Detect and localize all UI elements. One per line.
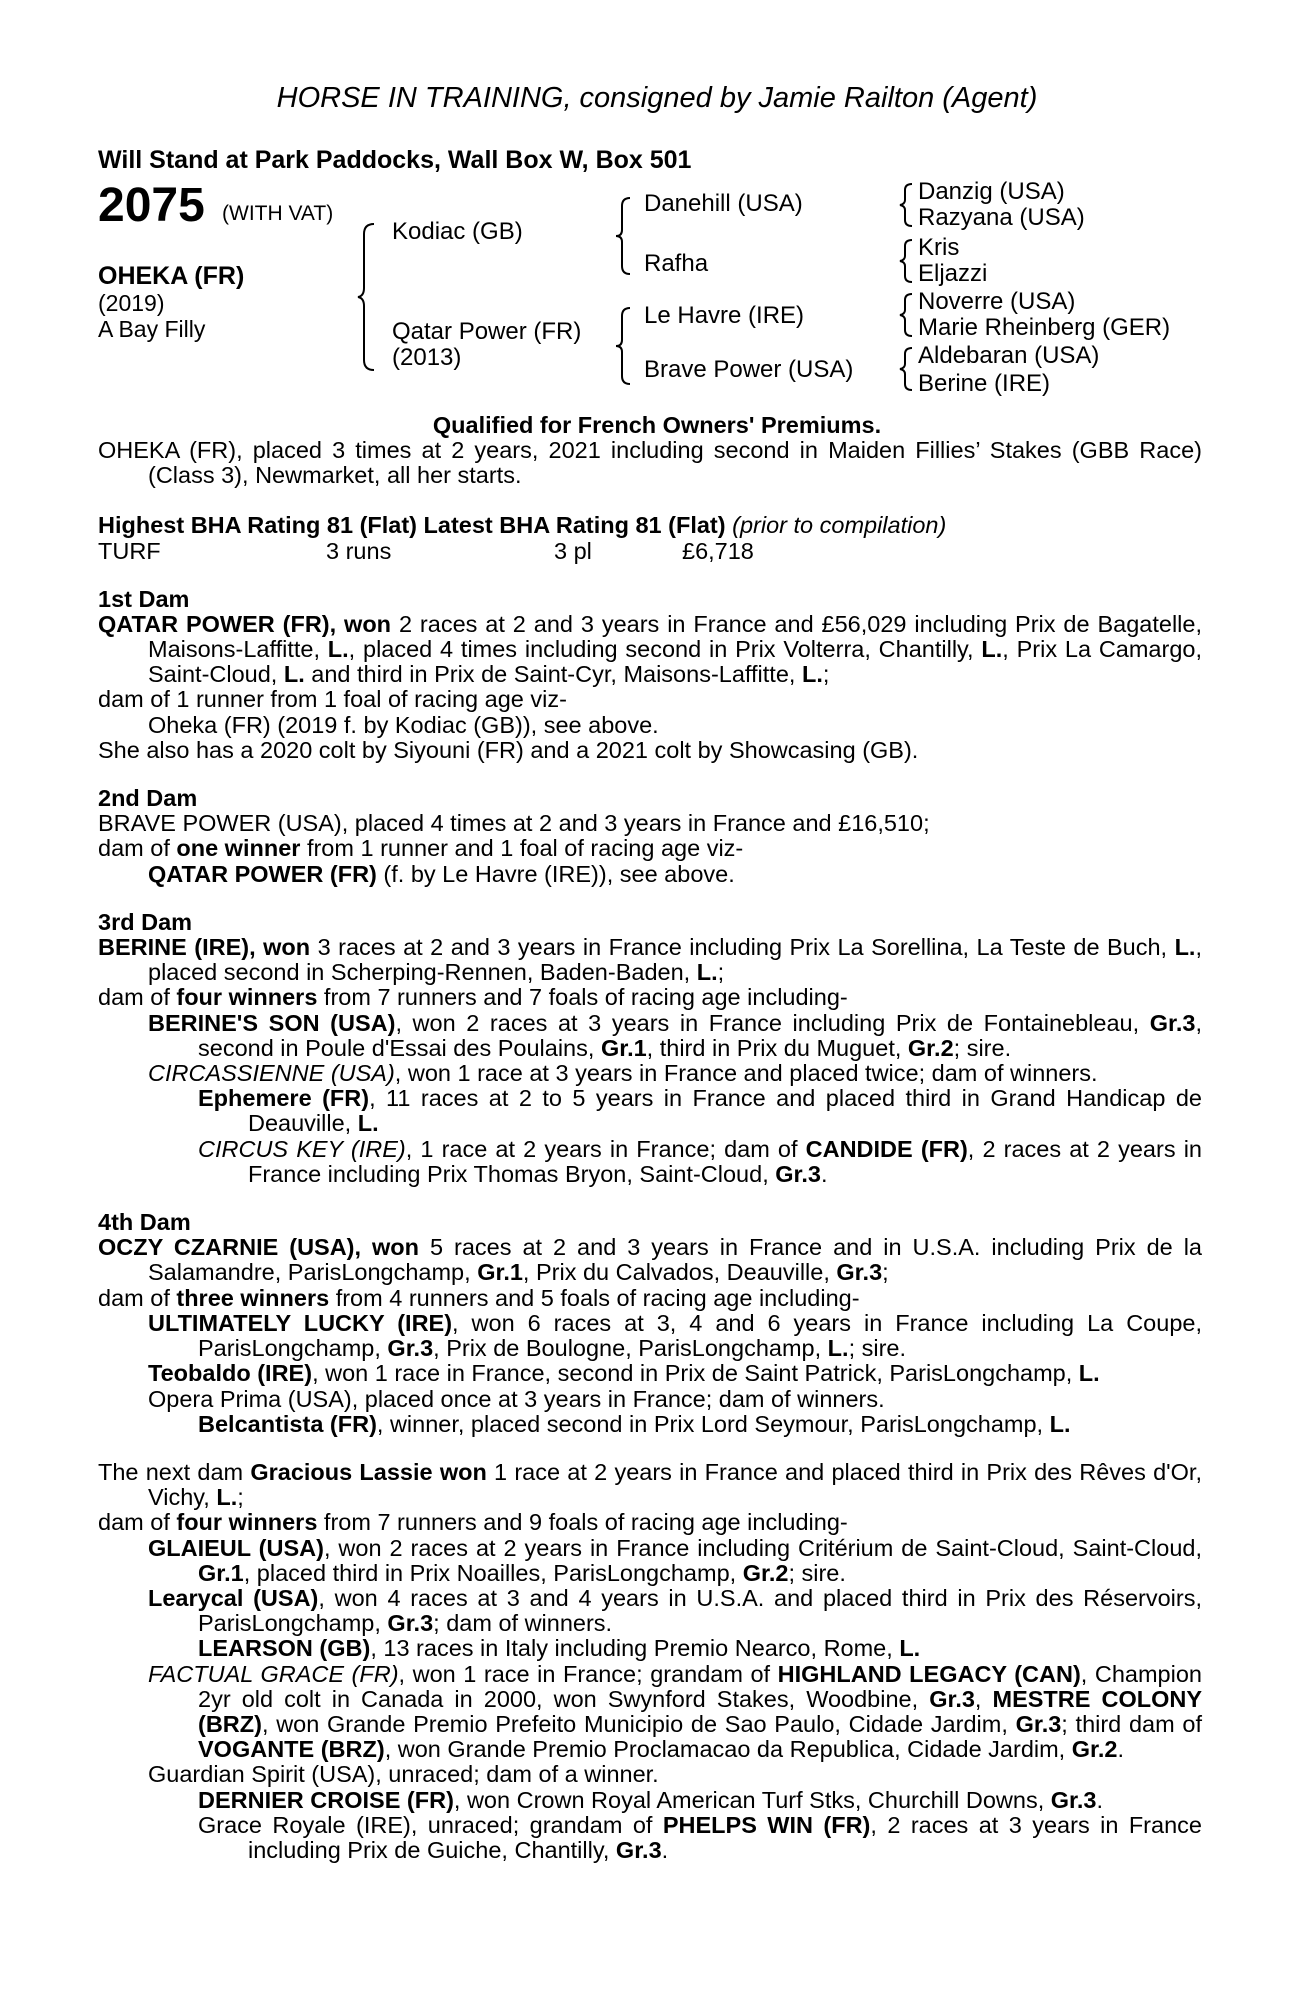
pedigree-brace-sire	[618, 196, 638, 276]
pedigree-sire-dam: Rafha	[644, 250, 709, 277]
horse-year: (2019)	[98, 290, 165, 316]
pedigree-brace-4d	[900, 346, 918, 392]
dam2-damof: dam of one winner from 1 runner and 1 foal of racing age viz-	[98, 835, 744, 862]
next-progeny-3: LEARSON (GB), 13 races in Italy including Premio Nearco, Rome, L.	[198, 1635, 921, 1662]
rating-line	[98, 513, 1202, 538]
pedigree-ddd: Berine (IRE)	[918, 370, 1051, 397]
pedigree-brace-dam	[618, 306, 638, 386]
dam4-record: OCZY CZARNIE (USA), won 5 races at 2 and 3 years in France and in U.S.A. including Prix de la Salamandre, ParisLongchamp, Gr.1, Prix du Calvados, Deauville, Gr.3;	[98, 1234, 1202, 1286]
dam1-damof: dam of 1 runner from 1 foal of racing age viz-	[98, 686, 567, 713]
pedigree-sire: Kodiac (GB)	[392, 218, 523, 245]
turf-line	[98, 539, 1202, 564]
dam4-progeny-4: Belcantista (FR), winner, placed second in Prix Lord Seymour, ParisLongchamp, L.	[198, 1410, 1071, 1437]
dam2-record: BRAVE POWER (USA), placed 4 times at 2 and 3 years in France and £16,510;	[98, 810, 930, 837]
dam4-damof: dam of three winners from 4 runners and 5 foals of racing age including-	[98, 1284, 860, 1311]
pedigree-sdd: Eljazzi	[918, 260, 988, 287]
next-progeny-7: Grace Royale (IRE), unraced; grandam of PHELPS WIN (FR), 2 races at 3 years in France including Prix de Guiche, Chantilly, Gr.3.	[198, 1811, 1202, 1863]
dam3-damof: dam of four winners from 7 runners and 7 foals of racing age including-	[98, 984, 848, 1011]
dam3-progeny-3: Ephemere (FR), 11 races at 2 to 5 years in France and placed third in Grand Handicap de Deauville, L.	[198, 1085, 1203, 1137]
pedigree-dds: Aldebaran (USA)	[918, 342, 1100, 369]
next-progeny-1: GLAIEUL (USA), won 2 races at 2 years in France including Critérium de Saint-Cloud, Saint-Cloud, Gr.1, placed third in Prix Noailles, ParisLongchamp, Gr.2; sire.	[148, 1534, 1202, 1586]
intro-paragraph: OHEKA (FR), placed 3 times at 2 years, 2021 including second in Maiden Fillies’ Stakes (GBB Race) (Class 3), Newmarket, all her starts.	[98, 437, 1202, 489]
pedigree-ssd: Razyana (USA)	[918, 204, 1085, 231]
page-header: HORSE IN TRAINING, consigned by Jamie Railton (Agent)	[276, 82, 1038, 114]
catalogue-body	[98, 438, 1202, 1863]
pedigree-brace-4b	[900, 238, 918, 284]
dam1-progeny: Oheka (FR) (2019 f. by Kodiac (GB)), see above.	[148, 711, 659, 738]
dam3-progeny-1: BERINE'S SON (USA), won 2 races at 3 years in France including Prix de Fontainebleau, Gr.3, second in Poule d'Essai des Poulains, Gr.1, third in Prix du Muguet, Gr.2; sire.	[148, 1009, 1202, 1061]
dam4-heading: 4th Dam	[98, 1209, 191, 1236]
qualified-note: Qualified for French Owners' Premiums.	[432, 412, 882, 438]
next-progeny-4: FACTUAL GRACE (FR), won 1 race in France; grandam of HIGHLAND LEGACY (CAN), Champion 2yr old colt in Canada in 2000, won Swynford Stakes, Woodbine, Gr.3, MESTRE COLONY (BRZ), won Grande Premio Prefeito Municipio de Sao Paulo, Cidade Jardim, Gr.3; third dam of VOGANTE (BRZ), won Grande Premio Proclamacao da Republica, Cidade Jardim, Gr.2.	[148, 1660, 1203, 1763]
pedigree-sds: Kris	[918, 234, 960, 261]
pedigree-brace-4a	[900, 182, 918, 228]
pedigree-dsd: Marie Rheinberg (GER)	[918, 314, 1171, 341]
dam4-progeny-3: Opera Prima (USA), placed once at 3 years in France; dam of winners.	[148, 1385, 885, 1412]
pedigree-dam-sire: Le Havre (IRE)	[644, 302, 805, 329]
pedigree-brace-4c	[900, 292, 918, 338]
dam3-record: BERINE (IRE), won 3 races at 2 and 3 years in France including Prix La Sorellina, La Teste de Buch, L., placed second in Scherping-Rennen, Baden-Baden, L.;	[98, 934, 1202, 986]
pedigree-sss: Danzig (USA)	[918, 178, 1065, 205]
horse-name: OHEKA (FR)	[98, 262, 245, 290]
pedigree-dam-dam: Brave Power (USA)	[644, 356, 854, 383]
dam4-progeny-2: Teobaldo (IRE), won 1 race in France, second in Prix de Saint Patrick, ParisLongchamp, L.	[148, 1360, 1100, 1387]
pedigree-dss: Noverre (USA)	[918, 288, 1076, 315]
rating-note: (prior to compilation)	[732, 512, 947, 539]
turf-placed: 3 pl	[554, 537, 592, 564]
next-dam-record: The next dam Gracious Lassie won 1 race at 2 years in France and placed third in Prix des Rêves d'Or, Vichy, L.;	[98, 1458, 1202, 1511]
stand-location: Will Stand at Park Paddocks, Wall Box W, Box 501	[98, 146, 692, 174]
dam2-progeny: QATAR POWER (FR) (f. by Le Havre (IRE)), see above.	[148, 860, 735, 887]
pedigree-brace-main	[360, 222, 380, 372]
dam1-heading: 1st Dam	[98, 585, 190, 612]
pedigree-dam-year: (2013)	[392, 344, 462, 371]
next-progeny-2: Learycal (USA), won 4 races at 3 and 4 years in U.S.A. and placed third in Prix des Réservoirs, ParisLongchamp, Gr.3; dam of winners.	[148, 1584, 1202, 1637]
dam1-record: QATAR POWER (FR), won 2 races at 2 and 3 years in France and £56,029 including Prix de Bagatelle, Maisons-Laffitte, L., placed 4 times including second in Prix Volterra, Chantilly, L., Prix La Camargo, Saint-Cloud, L. and third in Prix de Saint-Cyr, Maisons-Laffitte, L.;	[98, 610, 1202, 688]
turf-runs: 3 runs	[326, 537, 392, 564]
dam3-progeny-4: CIRCUS KEY (IRE), 1 race at 2 years in France; dam of CANDIDE (FR), 2 races at 2 years in France including Prix Thomas Bryon, Saint-Cloud, Gr.3.	[198, 1135, 1202, 1187]
dam3-heading: 3rd Dam	[98, 908, 193, 935]
rating-bold: Highest BHA Rating 81 (Flat) Latest BHA Rating 81 (Flat)	[98, 512, 726, 539]
lot-number: 2075	[98, 179, 205, 232]
dam2-heading: 2nd Dam	[98, 785, 198, 812]
turf-money: £6,718	[682, 537, 754, 564]
horse-description: A Bay Filly	[98, 316, 206, 342]
turf-label: TURF	[98, 537, 161, 564]
dam1-also: She also has a 2020 colt by Siyouni (FR) and a 2021 colt by Showcasing (GB).	[98, 736, 919, 763]
dam4-progeny-1: ULTIMATELY LUCKY (IRE), won 6 races at 3, 4 and 6 years in France including La Coupe, ParisLongchamp, Gr.3, Prix de Boulogne, ParisLongchamp, L.; sire.	[148, 1309, 1202, 1362]
pedigree-sire-sire: Danehill (USA)	[644, 190, 803, 217]
next-dam-damof: dam of four winners from 7 runners and 9 foals of racing age including-	[98, 1509, 848, 1536]
next-progeny-6: DERNIER CROISE (FR), won Crown Royal American Turf Stks, Churchill Downs, Gr.3.	[198, 1786, 1104, 1813]
dam3-progeny-2: CIRCASSIENNE (USA), won 1 race at 3 years in France and placed twice; dam of winners.	[148, 1060, 1098, 1087]
next-progeny-5: Guardian Spirit (USA), unraced; dam of a winner.	[148, 1761, 659, 1788]
vat-note: (WITH VAT)	[222, 202, 334, 225]
pedigree-dam: Qatar Power (FR)	[392, 318, 582, 345]
